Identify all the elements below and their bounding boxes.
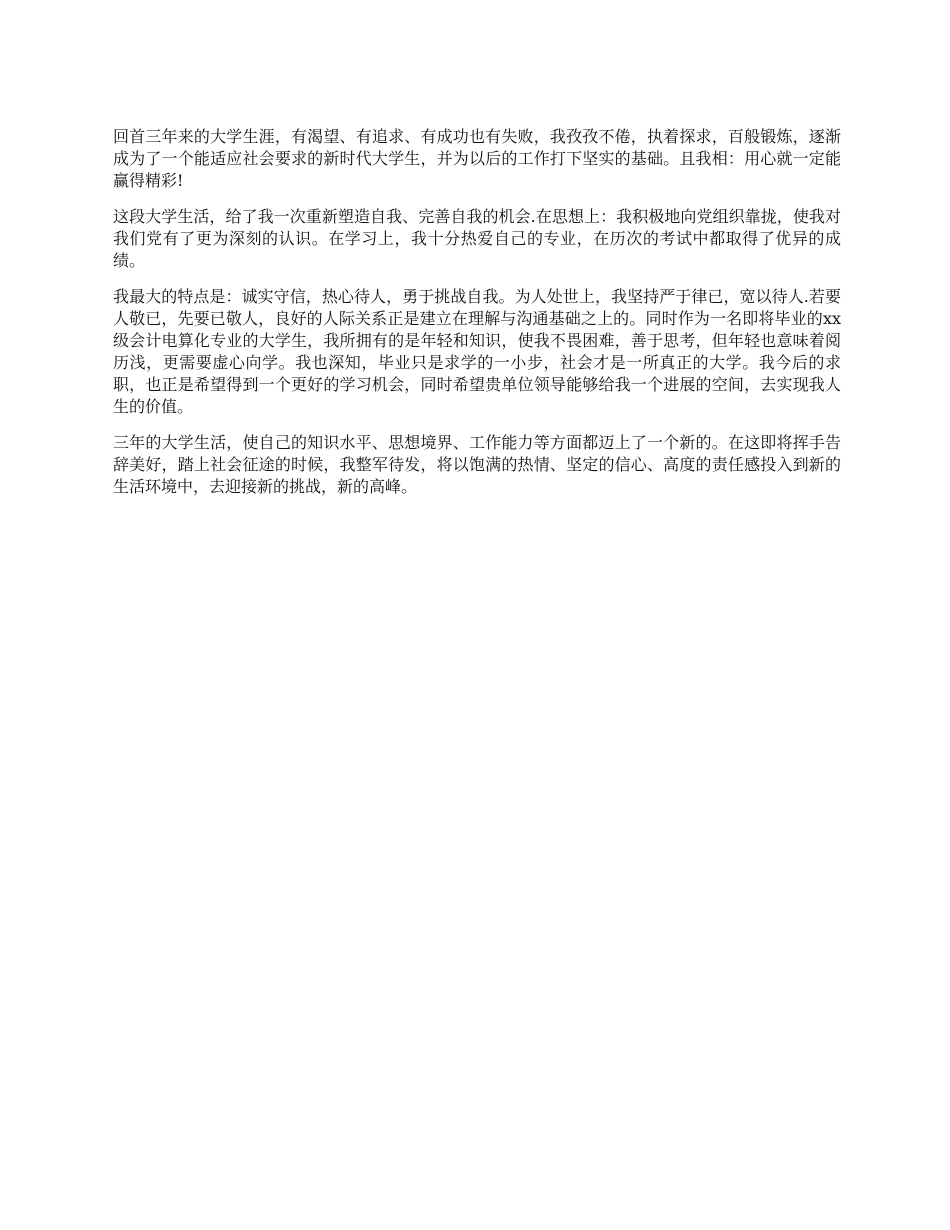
paragraph-thoughts-study: 这段大学生活，给了我一次重新塑造自我、完善自我的机会.在思想上：我积极地向党组织靠拢，使我对我们党有了更为深刻的认识。在学习上，我十分热爱自己的专业，在历次的考试中都取得了优异的成绩。	[113, 207, 841, 270]
document-body	[113, 126, 841, 512]
paragraph-conclusion: 三年的大学生活，使自己的知识水平、思想境界、工作能力等方面都迈上了一个新的。在这即将挥手告辞美好，踏上社会征途的时候，我整军待发，将以饱满的热情、坚定的信心、高度的责任感投入到新的生活环境中，去迎接新的挑战，新的高峰。	[113, 433, 841, 496]
paragraph-intro: 回首三年来的大学生涯，有渴望、有追求、有成功也有失败，我孜孜不倦，执着探求，百般锻炼，逐渐成为了一个能适应社会要求的新时代大学生，并为以后的工作打下坚实的基础。且我相：用心就一定能赢得精彩!	[113, 127, 841, 190]
paragraph-character: 我最大的特点是：诚实守信，热心待人，勇于挑战自我。为人处世上，我坚持严于律已，宽以待人.若要人敬已，先要已敬人，良好的人际关系正是建立在理解与沟通基础之上的。同时作为一名即将毕业的xx级会计电算化专业的大学生，我所拥有的是年轻和知识，使我不畏困难，善于思考，但年轻也意味着阅历浅，更需要虚心向学。我也深知，毕业只是求学的一小步，社会才是一所真正的大学。我今后的求职，也正是希望得到一个更好的学习机会，同时希望贵单位领导能够给我一个进展的空间，去实现我人生的价值。	[113, 287, 841, 416]
